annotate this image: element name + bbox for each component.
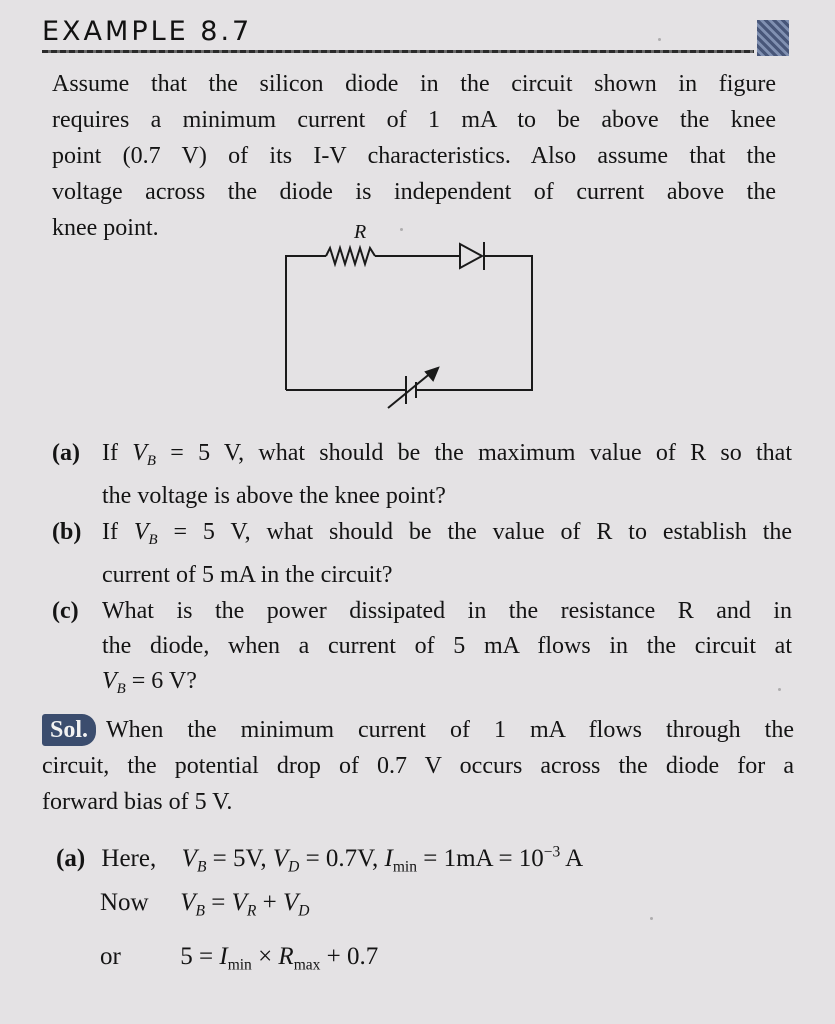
paper-speck	[650, 917, 653, 920]
problem-line: knee point.	[52, 215, 159, 241]
question-line: What is the power dissipated in the resistance R and in	[102, 598, 792, 625]
question-line: If $V_B = 5$ V, what should be the maximum value of R so that	[102, 440, 792, 470]
step-word: or	[100, 943, 121, 970]
right-wire	[440, 256, 532, 390]
equation-text: $5 = I_{min} \times R_{max} + 0.7$	[180, 943, 379, 974]
paper-speck	[658, 38, 661, 41]
step-word: Here,	[101, 845, 157, 873]
solution-line: Sol. When the minimum current of 1 mA flows through the	[42, 712, 794, 748]
equation-step-now	[100, 886, 309, 928]
problem-statement	[52, 66, 776, 246]
example-header	[42, 12, 772, 52]
question-line: the voltage is above the knee point?	[102, 483, 446, 510]
step-label: (a)	[56, 845, 86, 873]
question-line: If $V_B = 5$ V, what should be the value of R to establish the	[102, 519, 793, 549]
circuit-diagram	[280, 222, 540, 412]
problem-line: Assume that the silicon diode in the circuit shown in figure	[52, 71, 776, 97]
problem-line: voltage across the diode is independent of current above the	[52, 179, 776, 205]
problem-line: requires a minimum current of 1 mA to be above the knee	[52, 107, 776, 133]
example-title: EXAMPLE 8.7	[42, 16, 253, 47]
question-line: $V_B = 6$ V?	[102, 668, 197, 698]
equation-text: $V_B = 5V$, $V_D = 0.7V$, $I_{min} = 1mA = 10^{-3}$ A	[181, 844, 584, 876]
header-ornament-icon	[757, 20, 789, 56]
resistor-label: R	[354, 222, 367, 243]
question-line: the diode, when a current of 5 mA flows in the circuit at	[102, 633, 792, 660]
top-left-wire	[286, 256, 326, 390]
solution-line: circuit, the potential drop of 0.7 V occurs across the diode for a	[42, 753, 794, 779]
paper-speck	[778, 688, 781, 691]
equation-step-a	[56, 836, 583, 885]
diode-icon	[460, 242, 484, 270]
resistor-icon	[326, 248, 375, 264]
question-a	[52, 436, 792, 514]
question-label: (b)	[52, 519, 82, 546]
variable-battery-icon	[388, 368, 440, 408]
question-b	[52, 515, 792, 593]
paper-speck	[400, 228, 403, 231]
equation-step-or	[100, 940, 378, 982]
solution-badge: Sol.	[42, 714, 96, 746]
solution-text	[42, 712, 794, 820]
solution-line: forward bias of 5 V.	[42, 789, 233, 815]
step-word: Now	[100, 889, 149, 916]
header-rule	[42, 50, 754, 53]
question-label: (c)	[52, 598, 79, 625]
problem-line: point (0.7 V) of its I-V characteristics. Also assume that the	[52, 143, 776, 169]
question-list	[52, 436, 792, 709]
question-c	[52, 594, 792, 707]
question-line: current of 5 mA in the circuit?	[102, 562, 393, 589]
equation-text: $V_B = V_R + V_D$	[180, 889, 310, 920]
question-label: (a)	[52, 440, 80, 466]
